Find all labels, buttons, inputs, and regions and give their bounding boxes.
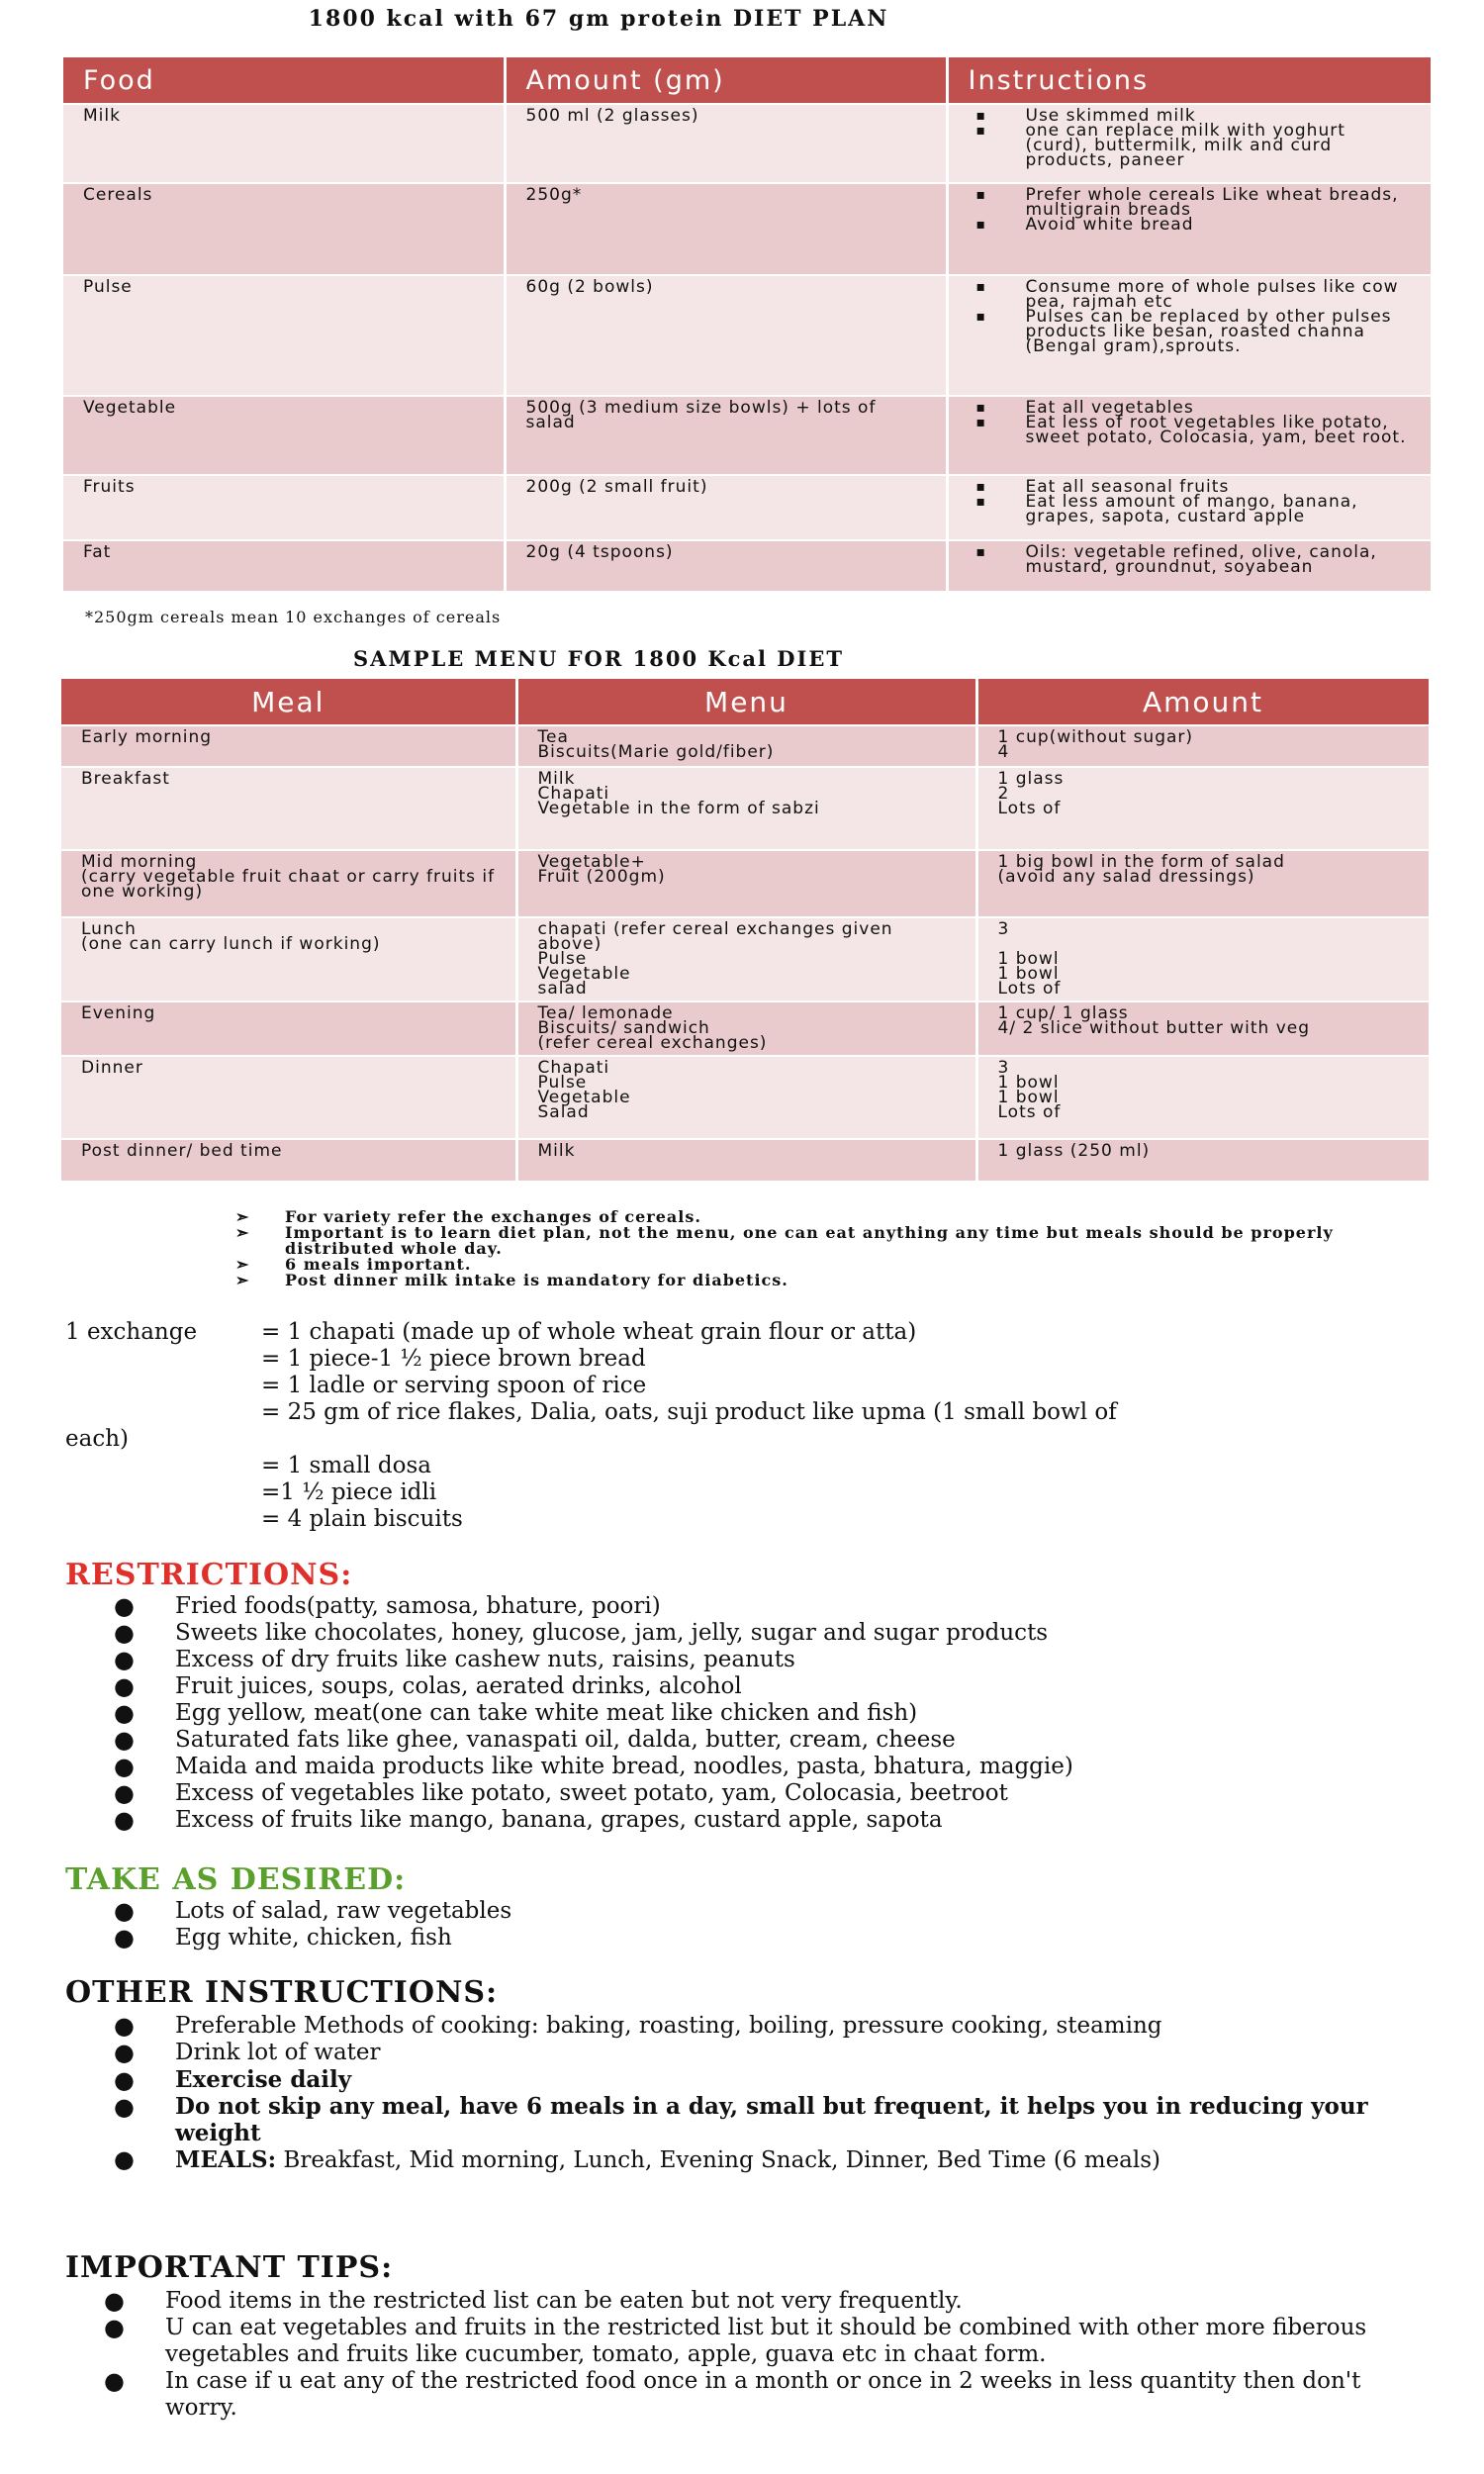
food-cell: Vegetable — [63, 396, 505, 475]
col-amount: Amount (gm) — [505, 57, 947, 104]
take-as-desired-heading: TAKE AS DESIRED: — [65, 1862, 407, 1897]
list-item: ● Egg white, chicken, fish — [114, 1924, 452, 1951]
table-row — [63, 475, 1432, 540]
table-row — [63, 275, 1432, 396]
table-row — [63, 183, 1432, 275]
menu-cell: Milk — [516, 1139, 976, 1181]
instruction-item: ▪ Consume more of whole pulses like cow pea, rajmah etc — [1026, 280, 1411, 310]
amount-cell: 250g* — [505, 183, 947, 275]
amount-cell: 500 ml (2 glasses) — [505, 104, 947, 183]
amount-cell: 200g (2 small fruit) — [505, 475, 947, 540]
list-item: ● Preferable Methods of cooking: baking, roasting, boiling, pressure cooking, steaming — [114, 2012, 1162, 2040]
table-row — [63, 104, 1432, 183]
col-amount: Amount — [976, 679, 1430, 725]
food-table — [63, 57, 1434, 591]
instructions-cell — [947, 104, 1432, 183]
amount-cell: 60g (2 bowls) — [505, 275, 947, 396]
amount-cell: 500g (3 medium size bowls) + lots of salad — [505, 396, 947, 475]
menu-cell: Milk Chapati Vegetable in the form of sabzi — [516, 767, 976, 850]
table-row — [61, 725, 1430, 767]
col-food: Food — [63, 57, 505, 104]
table-row — [61, 917, 1430, 1001]
arrow-bullet-icon: ➣ — [235, 1207, 250, 1226]
list-item: ● Excess of fruits like mango, banana, grapes, custard apple, sapota — [114, 1806, 943, 1834]
menu-cell: Vegetable+ Fruit (200gm) — [516, 850, 976, 917]
table-row — [61, 1139, 1430, 1181]
take-as-desired-list — [114, 1898, 1439, 1951]
col-menu: Menu — [516, 679, 976, 725]
instruction-item: ▪ Oils: vegetable refined, olive, canola, mustard, groundnut, soyabean — [1026, 545, 1411, 575]
exchange-line: =1 ½ piece idli — [261, 1479, 437, 1505]
exchange-line: = 1 chapati (made up of whole wheat grain flour or atta) — [261, 1319, 917, 1345]
exchange-label: 1 exchange — [65, 1319, 198, 1345]
food-cell: Cereals — [63, 183, 505, 275]
meal-cell: Breakfast — [61, 767, 516, 850]
list-item: ● Maida and maida products like white bread, noodles, pasta, bhatura, maggie) — [114, 1753, 1073, 1780]
meal-cell: Post dinner/ bed time — [61, 1139, 516, 1181]
meal-cell: Early morning — [61, 725, 516, 767]
arrow-bullet-icon: ➣ — [235, 1271, 250, 1289]
table-row — [61, 850, 1430, 917]
table-row — [63, 540, 1432, 591]
menu-table — [61, 679, 1432, 1181]
cereal-footnote: *250gm cereals mean 10 exchanges of cereals — [85, 608, 502, 626]
food-cell: Milk — [63, 104, 505, 183]
note-item: ➣ 6 meals important. — [235, 1255, 472, 1274]
meal-cell: Lunch (one can carry lunch if working) — [61, 917, 516, 1001]
instruction-item: ▪ Eat all seasonal fruits — [1026, 480, 1411, 495]
instructions-cell — [947, 275, 1432, 396]
important-tips-list — [104, 2288, 1430, 2422]
menu-table-header — [61, 679, 1430, 725]
instruction-item: ▪ Prefer whole cereals Like wheat breads, multigrain breads — [1026, 188, 1411, 218]
arrow-bullet-icon: ➣ — [235, 1223, 250, 1242]
exchange-line: = 1 ladle or serving spoon of rice — [261, 1373, 647, 1398]
meal-cell: Evening — [61, 1001, 516, 1056]
important-tips-heading: IMPORTANT TIPS: — [65, 2250, 394, 2285]
amount-cell: 1 big bowl in the form of salad (avoid any salad dressings) — [976, 850, 1430, 917]
menu-notes — [235, 1209, 1423, 1288]
list-item: ● Exercise daily — [114, 2065, 352, 2094]
note-item: ➣ For variety refer the exchanges of cereals. — [235, 1207, 701, 1226]
instructions-cell — [947, 475, 1432, 540]
other-instructions-heading: OTHER INSTRUCTIONS: — [65, 1975, 499, 2010]
meal-cell: Mid morning (carry vegetable fruit chaat or carry fruits if one working) — [61, 850, 516, 917]
instructions-cell — [947, 396, 1432, 475]
food-cell: Fruits — [63, 475, 505, 540]
list-item: ● Lots of salad, raw vegetables — [114, 1897, 512, 1925]
instruction-item: ▪ Use skimmed milk — [1026, 109, 1411, 124]
instructions-cell — [947, 540, 1432, 591]
food-table-header — [63, 57, 1432, 104]
menu-cell: Tea Biscuits(Marie gold/fiber) — [516, 725, 976, 767]
list-item: ● Do not skip any meal, have 6 meals in a day, small but frequent, it helps you in reducing your weight — [114, 2092, 1368, 2146]
exchange-line: = 1 small dosa — [261, 1453, 431, 1478]
list-item: ● Food items in the restricted list can be eaten but not very frequently. — [104, 2287, 963, 2315]
list-item: ● U can eat vegetables and fruits in the restricted list but it should be combined with other more fiberous vegetables and fruits like cucumber, tomato, apple, guava etc in chaat form. — [104, 2314, 1367, 2367]
instructions-cell — [947, 183, 1432, 275]
instruction-item: ▪ Eat all vegetables — [1026, 401, 1411, 416]
note-item: ➣ Important is to learn diet plan, not the menu, one can eat anything any time but meals should be properly distributed whole day. — [235, 1223, 1334, 1258]
list-item: ● Fruit juices, soups, colas, aerated drinks, alcohol — [114, 1672, 742, 1700]
exchange-line: each) — [65, 1426, 129, 1452]
exchange-line: = 4 plain biscuits — [261, 1506, 463, 1532]
table-row — [61, 1001, 1430, 1056]
instruction-item: ▪ Eat less amount of mango, banana, grapes, sapota, custard apple — [1026, 495, 1411, 524]
amount-cell: 1 glass (250 ml) — [976, 1139, 1430, 1181]
meals-label: MEALS: — [175, 2146, 277, 2173]
list-item: ● Excess of vegetables like potato, sweet potato, yam, Colocasia, beetroot — [114, 1779, 1008, 1807]
diet-plan-title: 1800 kcal with 67 gm protein DIET PLAN — [308, 6, 889, 32]
list-item: ● Fried foods(patty, samosa, bhature, poori) — [114, 1592, 661, 1620]
meals-text: Breakfast, Mid morning, Lunch, Evening Snack, Dinner, Bed Time (6 meals) — [276, 2147, 1161, 2173]
list-item: ● Sweets like chocolates, honey, glucose, jam, jelly, sugar and sugar products — [114, 1619, 1049, 1647]
amount-cell: 3 1 bowl 1 bowl Lots of — [976, 1056, 1430, 1139]
instruction-item: ▪ Pulses can be replaced by other pulses products like besan, roasted channa (Bengal gram),sprouts. — [1026, 310, 1411, 354]
note-item: ➣ Post dinner milk intake is mandatory for diabetics. — [235, 1271, 788, 1289]
col-instructions: Instructions — [947, 57, 1432, 104]
table-row — [61, 767, 1430, 850]
instruction-item: ▪ one can replace milk with yoghurt (curd), buttermilk, milk and curd products, paneer — [1026, 124, 1411, 168]
amount-cell: 3 1 bowl 1 bowl Lots of — [976, 917, 1430, 1001]
food-cell: Fat — [63, 540, 505, 591]
table-row — [61, 1056, 1430, 1139]
exchange-line: = 25 gm of rice flakes, Dalia, oats, suji product like upma (1 small bowl of — [261, 1399, 1117, 1425]
menu-cell: Chapati Pulse Vegetable Salad — [516, 1056, 976, 1139]
other-instructions-list — [114, 2013, 1439, 2174]
meal-cell: Dinner — [61, 1056, 516, 1139]
menu-cell: Tea/ lemonade Biscuits/ sandwich (refer cereal exchanges) — [516, 1001, 976, 1056]
amount-cell: 1 cup/ 1 glass 4/ 2 slice without butter with veg — [976, 1001, 1430, 1056]
food-cell: Pulse — [63, 275, 505, 396]
list-item: ● Egg yellow, meat(one can take white meat like chicken and fish) — [114, 1699, 918, 1727]
amount-cell: 1 cup(without sugar) 4 — [976, 725, 1430, 767]
instruction-item: ▪ Eat less of root vegetables like potato, sweet potato, Colocasia, yam, beet root. — [1026, 416, 1411, 445]
list-item: ● Excess of dry fruits like cashew nuts, raisins, peanuts — [114, 1646, 795, 1673]
amount-cell: 1 glass 2 Lots of — [976, 767, 1430, 850]
list-item: ● Drink lot of water — [114, 2039, 381, 2066]
arrow-bullet-icon: ➣ — [235, 1255, 250, 1274]
table-row — [63, 396, 1432, 475]
restrictions-list — [114, 1593, 1439, 1834]
instruction-item: ▪ Avoid white bread — [1026, 218, 1411, 233]
sample-menu-title: SAMPLE MENU FOR 1800 Kcal DIET — [353, 646, 844, 671]
menu-cell: chapati (refer cereal exchanges given above) Pulse Vegetable salad — [516, 917, 976, 1001]
list-item: ● Saturated fats like ghee, vanaspati oil, dalda, butter, cream, cheese — [114, 1726, 956, 1754]
list-item: ● In case if u eat any of the restricted food once in a month or once in 2 weeks in less quantity then don't worry. — [104, 2367, 1361, 2421]
list-item: ● MEALS: Breakfast, Mid morning, Lunch, Evening Snack, Dinner, Bed Time (6 meals) — [114, 2145, 1161, 2173]
exchange-line: = 1 piece-1 ½ piece brown bread — [261, 1346, 646, 1372]
restrictions-heading: RESTRICTIONS: — [65, 1558, 353, 1592]
col-meal: Meal — [61, 679, 516, 725]
amount-cell: 20g (4 tspoons) — [505, 540, 947, 591]
